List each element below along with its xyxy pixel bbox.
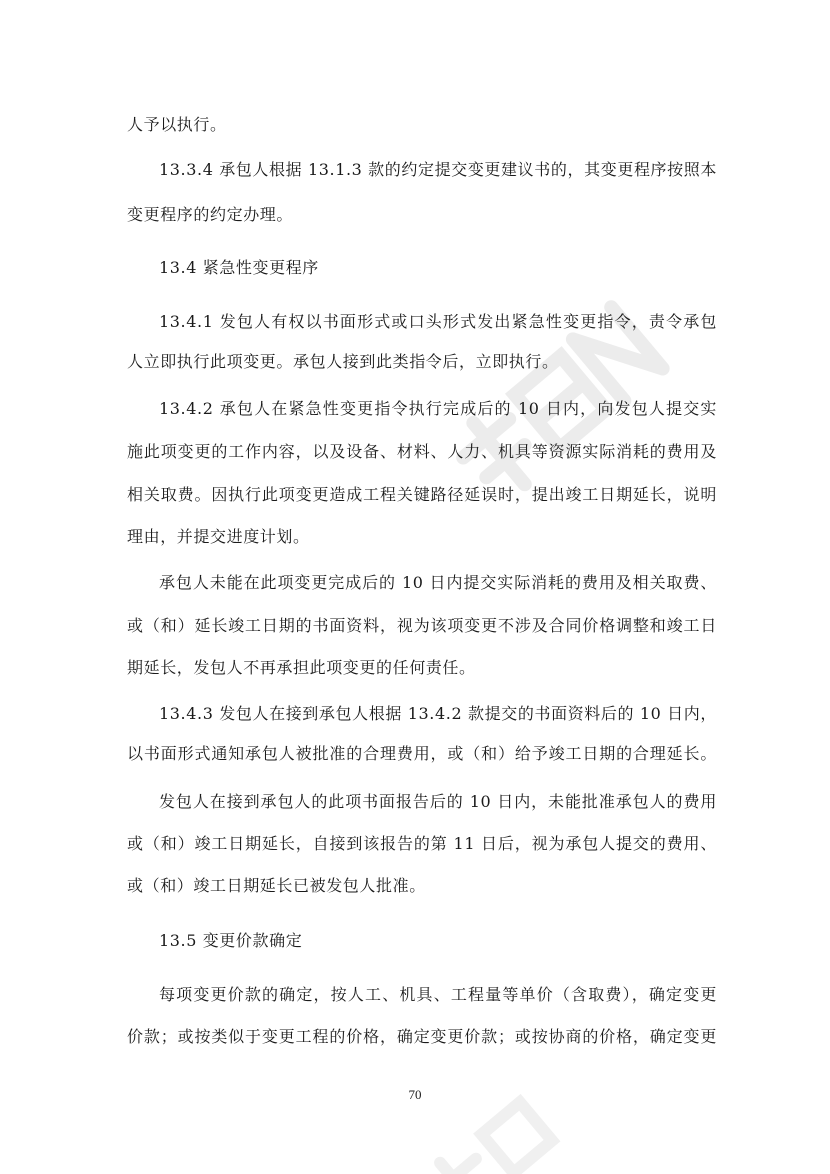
- section-heading: 13.5 变更价款确定: [159, 931, 303, 950]
- paragraph-line: 13.4.2 承包人在紧急性变更指令执行完成后的 10 日内，向发包人提交实: [159, 399, 717, 418]
- paragraph-line: 施此项变更的工作内容，以及设备、材料、人力、机具等资源实际消耗的费用及: [127, 442, 717, 461]
- paragraph-line: 13.3.4 承包人根据 13.1.3 款的约定提交变更建议书的，其变更程序按照本: [159, 160, 717, 179]
- section-heading: 13.4 紧急性变更程序: [159, 258, 319, 277]
- paragraph-line: 承包人未能在此项变更完成后的 10 日内提交实际消耗的费用及相关取费、: [159, 573, 717, 592]
- paragraph-line: 每项变更价款的确定，按人工、机具、工程量等单价（含取费），确定变更: [159, 985, 717, 1004]
- paragraph-line: 或（和）延长竣工日期的书面资料，视为该项变更不涉及合同价格调整和竣工日: [127, 616, 717, 635]
- paragraph-line: 期延长，发包人不再承担此项变更的任何责任。: [127, 658, 476, 677]
- paragraph-line: 相关取费。因执行此项变更造成工程关键路径延误时，提出竣工日期延长，说明: [127, 485, 717, 504]
- paragraph-line: 发包人在接到承包人的此项书面报告后的 10 日内，未能批准承包人的费用: [159, 792, 717, 811]
- paragraph-line: 价款；或按类似于变更工程的价格，确定变更价款；或按协商的价格，确定变更: [127, 1027, 717, 1046]
- paragraph-line: 或（和）竣工日期延长，自接到该报告的第 11 日后，视为承包人提交的费用、: [127, 834, 717, 853]
- paragraph-line: 人立即执行此项变更。承包人接到此类指令后，立即执行。: [127, 352, 559, 371]
- paragraph-line: 人予以执行。: [127, 115, 227, 134]
- paragraph-line: 13.4.3 发包人在接到承包人根据 13.4.2 款提交的书面资料后的 10 日内，: [159, 704, 717, 723]
- paragraph-line: 以书面形式通知承包人被批准的合理费用，或（和）给予竣工日期的合理延长。: [127, 744, 717, 763]
- page-number: 70: [408, 1087, 422, 1102]
- paragraph-line: 13.4.1 发包人有权以书面形式或口头形式发出紧急性变更指令，责令承包: [159, 312, 717, 331]
- paragraph-line: 理由，并提交进度计划。: [127, 527, 310, 546]
- paragraph-line: 变更程序的约定办理。: [127, 205, 294, 224]
- paragraph-line: 或（和）竣工日期延长已被发包人批准。: [127, 876, 426, 895]
